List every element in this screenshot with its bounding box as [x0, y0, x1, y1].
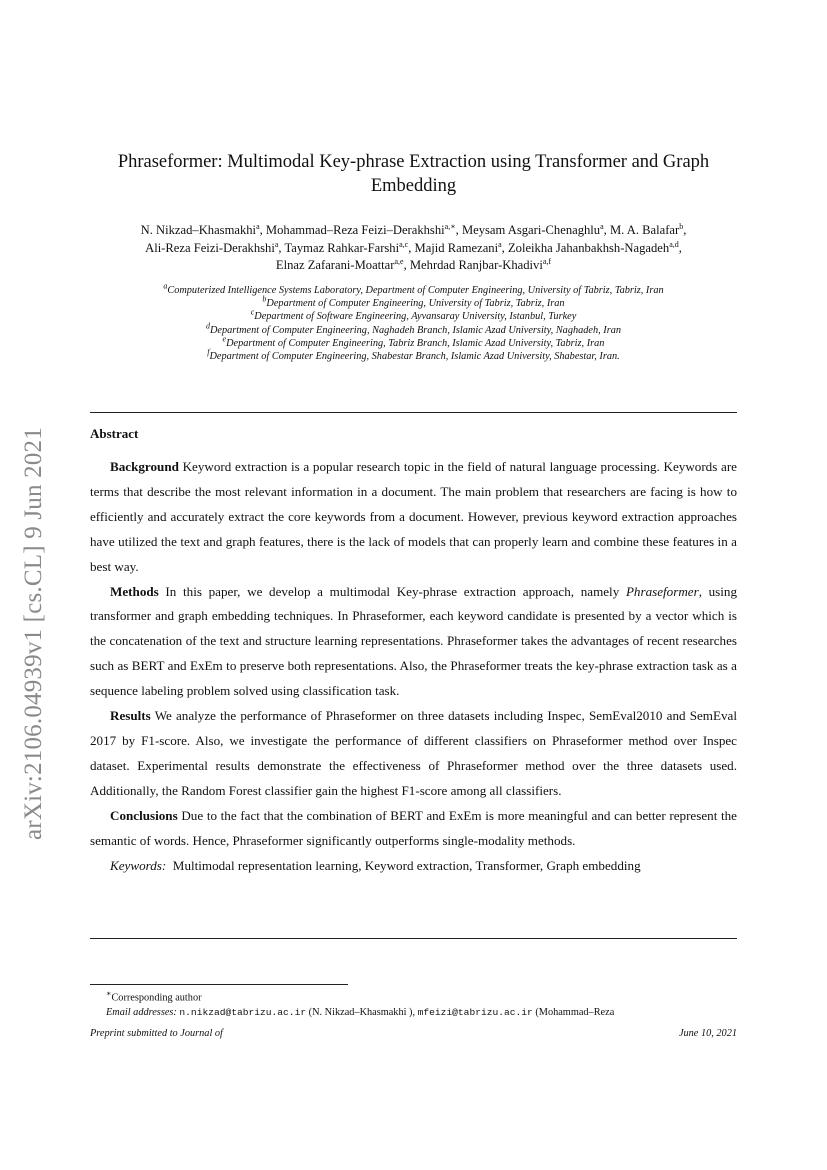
author: M. A. Balafar$^b$, [609, 221, 687, 237]
affiliation: $^b$Department of Computer Engineering, University of Tabriz, Tabriz, Iran [262, 294, 565, 310]
abstract-heading: Abstract [90, 426, 139, 441]
footer-left: Preprint submitted to Journal of [90, 1028, 223, 1039]
abstract-results: Results We analyze the performance of Phraseformer on three datasets including Inspec, SemEval2010 and SemEval 2017 by F1-score. Also, we investigate the performance of different classifiers on Phraseformer method over Inspec dataset. Experimental results demonstrate the effectiveness of Phraseformer method over the three datasets used. Additionally, the Random Forest classifier gain the highest F1-score among all classifiers. [90, 708, 737, 798]
abstract-background: Background Keyword extraction is a popular research topic in the field of natural language processing. Keywords are terms that describe the most relevant information in a document. The main problem that researchers are facing is how to efficiently and accurately extract the core keywords from a document. However, previous keyword extraction approaches have utilized the text and graph features, there is the lack of models that can properly learn and combine these features in a best way. [90, 459, 737, 574]
author-list [90, 222, 737, 275]
affiliation: $^c$Department of Software Engineering, Ayvansaray University, Istanbul, Turkey [250, 307, 577, 323]
author: Elnaz Zafarani-Moattar$^{a,e}$, [275, 257, 410, 273]
author: Zoleikha Jahanbakhsh-Nagadeh$^{a,d}$, [507, 239, 682, 255]
paper-title: Phraseformer: Multimodal Key-phrase Extraction using Transformer and Graph Embedding [117, 152, 710, 196]
affiliation-list [90, 281, 737, 363]
top-rule [90, 412, 737, 413]
author: Ali-Reza Feizi-Derakhshi$^a$, [145, 239, 285, 255]
author: Taymaz Rahkar-Farshi$^{a,c}$, [284, 239, 415, 255]
bottom-rule [90, 938, 737, 939]
footer-date: June 10, 2021 [678, 1028, 737, 1039]
author: Meysam Asgari-Chenaghlu$^a$, [461, 221, 610, 237]
keywords: Keywords: Multimodal representation learning, Keyword extraction, Transformer, Graph embedding [110, 857, 641, 873]
affiliation: $^f$Department of Computer Engineering, Shabestar Branch, Islamic Azad University, Shabestar, Iran. [207, 347, 620, 363]
affiliation: $^e$Department of Computer Engineering, Tabriz Branch, Islamic Azad University, Tabriz, Iran [222, 334, 605, 349]
footnote: ∗Corresponding author Email addresses: n.nikzad@tabrizu.ac.ir (N. Nikzad–Khasmakhi ), mfeizi@tabrizu.ac.ir (Mohammad–Reza [106, 989, 615, 1018]
author: N. Nikzad–Khasmakhi$^a$, [140, 221, 266, 237]
author: Majid Ramezani$^a$, [414, 239, 508, 255]
affiliation: $^d$Department of Computer Engineering, Naghadeh Branch, Islamic Azad University, Naghadeh, Iran [205, 321, 622, 336]
abstract-body [90, 455, 737, 878]
abstract-methods: Methods In this paper, we develop a multimodal Key-phrase extraction approach, namely Phraseformer, using transformer and graph embedding techniques. In Phraseformer, each keyword candidate is presented by a vector which is the concatenation of the text and structure learning representations. Phraseformer takes the advantages of recent researches such as BERT and ExEm to preserve both representations. Also, the Phraseformer treats the key-phrase extraction task as a sequence labeling problem solved using classification task. [90, 583, 738, 699]
author: Mehrdad Ranjbar-Khadivi$^{a,f}$ [409, 257, 552, 273]
arxiv-stamp: arXiv:2106.04939v1 [cs.CL] 9 Jun 2021 [20, 427, 47, 840]
affiliation: $^a$Computerized Intelligence Systems Laboratory, Department of Computer Engineering, University of Tabriz, Tabriz, Iran [163, 281, 664, 296]
abstract-conclusions: Conclusions Due to the fact that the combination of BERT and ExEm is more meaningful and can better represent the semantic of words. Hence, Phraseformer significantly outperforms single-modality methods. [90, 807, 737, 848]
footnote-rule [90, 984, 348, 985]
email-link[interactable]: n.nikzad@tabrizu.ac.ir [179, 1006, 307, 1018]
author: Mohammad–Reza Feizi–Derakhshi$^{a,∗}$, [265, 221, 462, 237]
email-link[interactable]: mfeizi@tabrizu.ac.ir [417, 1006, 533, 1018]
